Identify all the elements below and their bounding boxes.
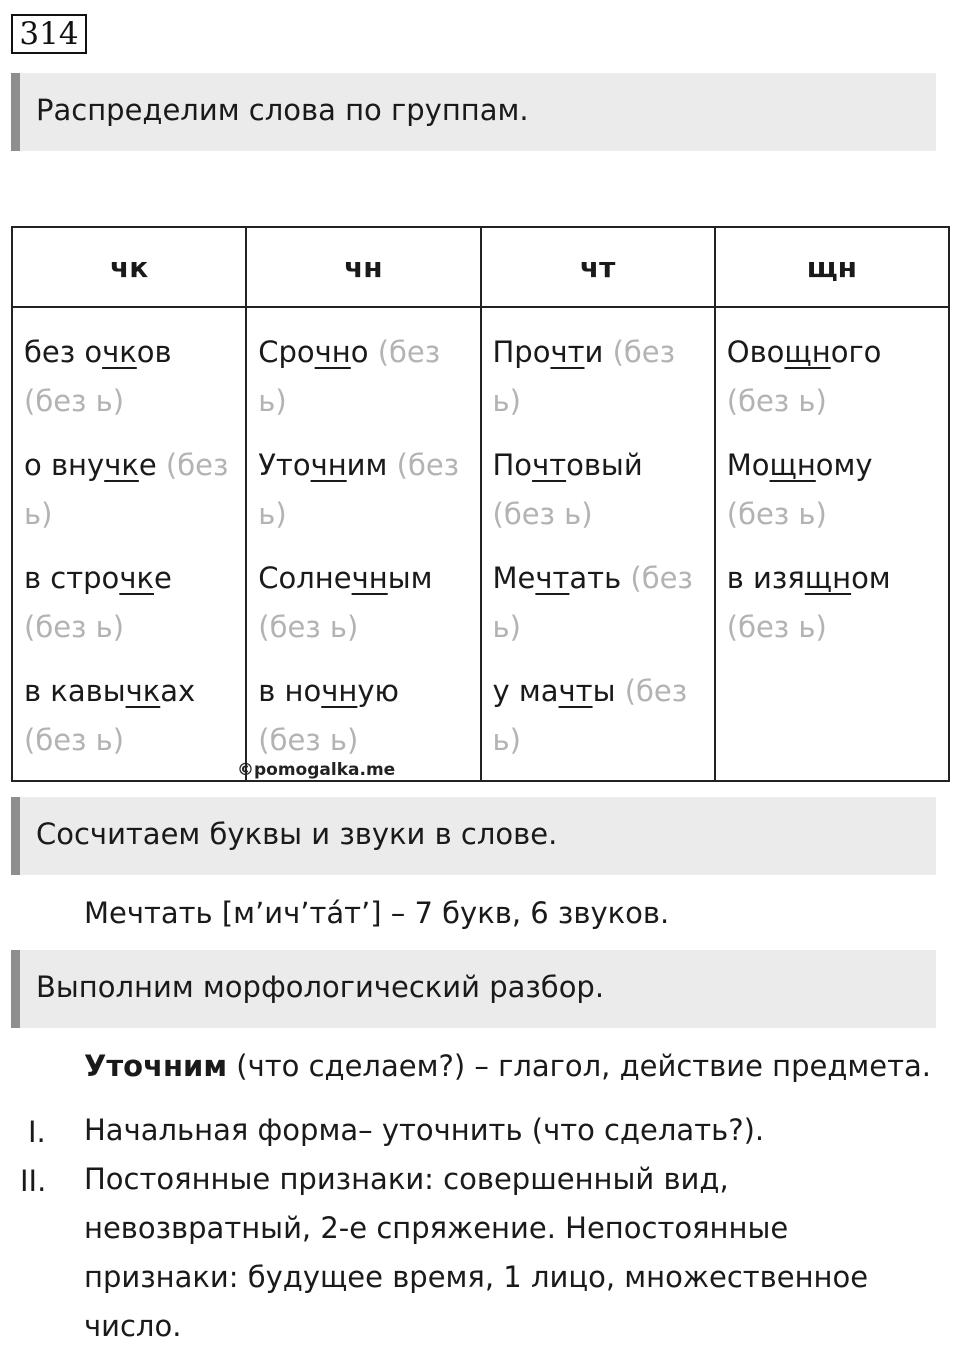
underlined-letter-combination: чт [532, 448, 567, 482]
column-header-shchn: щн [715, 227, 949, 307]
no-soft-sign-note: (без ь) [492, 561, 693, 644]
column-chn [246, 307, 480, 781]
no-soft-sign-note: (без ь) [258, 723, 359, 757]
list-mark-2: II. [20, 1164, 47, 1198]
table-entry [727, 441, 938, 539]
no-soft-sign-note: (без ь) [258, 610, 359, 644]
underlined-letter-combination: чт [558, 674, 593, 708]
word-part: ах [160, 674, 196, 708]
table-header-row [12, 227, 949, 307]
table-entry [258, 667, 469, 765]
column-cht [481, 307, 715, 781]
column-header-cht: чт [481, 227, 715, 307]
word-part: о [350, 335, 369, 369]
word-part: им [346, 448, 388, 482]
column-header-chn: чн [246, 227, 480, 307]
word-part: Ме [492, 561, 536, 595]
word-part: Уто [258, 448, 311, 482]
no-soft-sign-note: (без ь) [24, 723, 125, 757]
word-part: ы [592, 674, 616, 708]
morph-item-initial-form: Начальная форма– уточнить (что сделать?). [84, 1113, 765, 1147]
no-soft-sign-note: (без ь) [24, 610, 125, 644]
word-part: е [153, 561, 172, 595]
word-part: Солне [258, 561, 352, 595]
section-header-groups [11, 73, 936, 151]
word-part: ого [830, 335, 882, 369]
word-part: ому [815, 448, 873, 482]
section-header-morph [11, 950, 936, 1028]
column-chk [12, 307, 246, 781]
table-entry [258, 328, 469, 426]
no-soft-sign-note: (без ь) [492, 497, 593, 531]
section-header-text: Сосчитаем буквы и звуки в слове. [36, 817, 558, 851]
list-mark-1: I. [28, 1115, 46, 1149]
underlined-letter-combination: чн [310, 448, 347, 482]
table-entry [24, 554, 235, 652]
section-header-text: Выполним морфологический разбор. [36, 970, 605, 1004]
section-header-letters-sounds [11, 797, 936, 875]
section-header-text: Распределим слова по группам. [36, 93, 529, 127]
no-soft-sign-note: (без ь) [492, 674, 688, 757]
exercise-number: 314 [11, 14, 87, 54]
word-part: в изя [726, 561, 805, 595]
word-part: в но [258, 674, 322, 708]
word-part: ов [136, 335, 172, 369]
underlined-letter-combination: чн [321, 674, 358, 708]
underlined-letter-combination: чк [104, 448, 139, 482]
column-shchn [715, 307, 949, 781]
underlined-letter-combination: щн [804, 561, 852, 595]
column-header-chk: чк [12, 227, 246, 307]
word-part: у ма [492, 674, 559, 708]
word-part: Про [492, 335, 551, 369]
morph-word: Уточним [84, 1049, 228, 1083]
table-entry [493, 554, 704, 652]
underlined-letter-combination: чк [102, 335, 137, 369]
no-soft-sign-note: (без ь) [258, 448, 460, 531]
underlined-letter-combination: щн [784, 335, 831, 369]
word-part: е [138, 448, 157, 482]
no-soft-sign-note: (без ь) [726, 384, 827, 418]
word-part: ую [357, 674, 399, 708]
word-part: в кавы [24, 674, 126, 708]
no-soft-sign-note: (без ь) [726, 497, 827, 531]
word-part: овый [566, 448, 643, 482]
underlined-letter-combination: щн [769, 448, 816, 482]
underlined-letter-combination: чн [314, 335, 351, 369]
underlined-letter-combination: чт [535, 561, 570, 595]
sound-analysis-text: Мечтать [м’ич’та́т’] – 7 букв, 6 звуков. [84, 896, 670, 930]
no-soft-sign-note: (без ь) [726, 610, 827, 644]
underlined-letter-combination: чк [125, 674, 161, 708]
table-entry [24, 441, 235, 539]
morph-intro [84, 1049, 931, 1083]
table-entry [727, 328, 938, 426]
word-part: Сро [258, 335, 315, 369]
table-entry [727, 554, 938, 652]
table-entry [493, 667, 704, 765]
no-soft-sign-note: (без ь) [24, 384, 125, 418]
word-part: Ово [726, 335, 785, 369]
watermark: ©pomogalka.me [237, 760, 396, 780]
word-part: без о [24, 335, 103, 369]
underlined-letter-combination: чт [550, 335, 585, 369]
no-soft-sign-note: (без ь) [492, 335, 676, 418]
word-part: По [492, 448, 533, 482]
word-part: ать [569, 561, 622, 595]
no-soft-sign-note: (без ь) [258, 335, 441, 418]
word-part: в стро [24, 561, 120, 595]
word-part: Мо [726, 448, 770, 482]
table-entry [258, 554, 469, 652]
word-groups-table [11, 226, 950, 771]
table-entry [24, 667, 235, 765]
word-part: ом [851, 561, 891, 595]
word-part: ым [387, 561, 433, 595]
underlined-letter-combination: чк [119, 561, 154, 595]
word-part: и [584, 335, 604, 369]
no-soft-sign-note: (без ь) [24, 448, 229, 531]
table-entry [493, 441, 704, 539]
table-entry [493, 328, 704, 426]
morph-description: (что сделаем?) – глагол, действие предмета. [227, 1049, 932, 1083]
word-part: о вну [24, 448, 105, 482]
table-entry [24, 328, 235, 426]
table-body-row [12, 307, 949, 781]
morph-item-features: Постоянные признаки: совершенный вид, невозвратный, 2-е спряжение. Непостоянные признаки: будущее время, 1 лицо, множественное число. [84, 1162, 869, 1343]
table-entry [258, 441, 469, 539]
underlined-letter-combination: чн [351, 561, 388, 595]
